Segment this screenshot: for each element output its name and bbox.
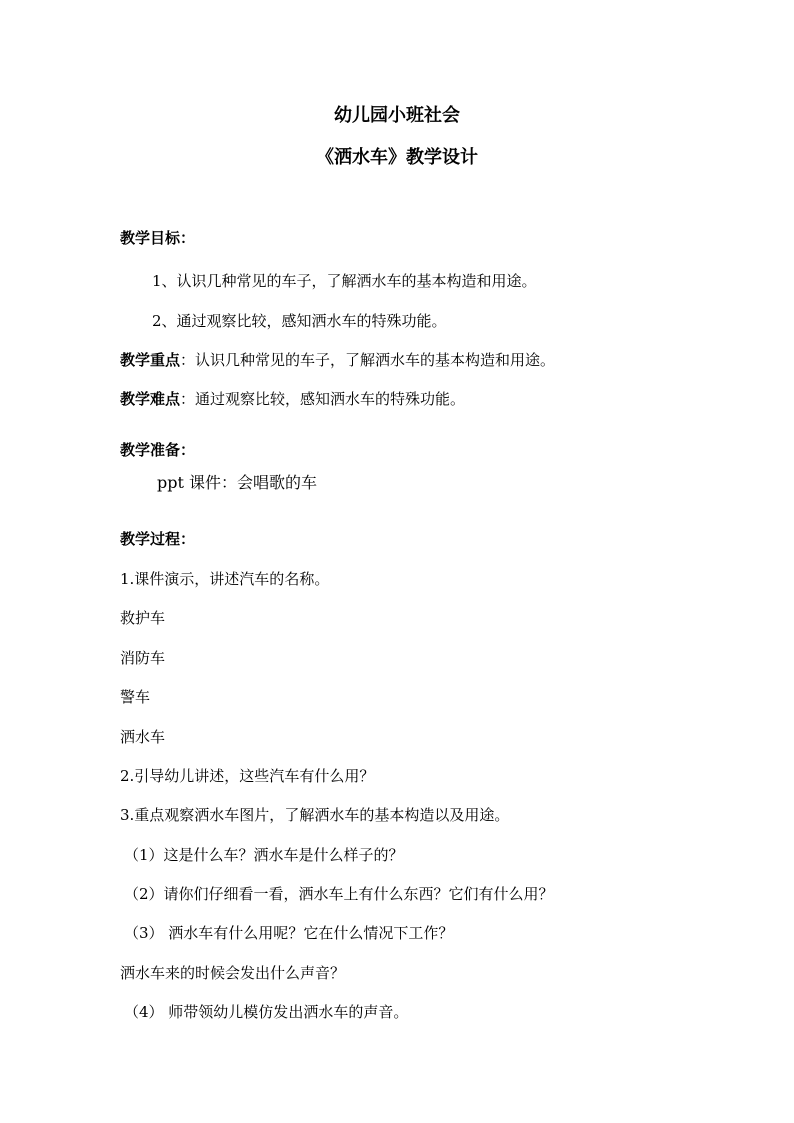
process-line: 救护车 xyxy=(120,609,166,627)
process-line: 洒水车 xyxy=(120,728,166,746)
process-line: 3.重点观察洒水车图片，了解洒水车的基本构造以及用途。 xyxy=(120,806,510,824)
process-line: 1.课件演示，讲述汽车的名称。 xyxy=(120,570,330,588)
key-point xyxy=(120,350,555,370)
process-heading: 教学过程： xyxy=(120,530,196,548)
process-line: 消防车 xyxy=(120,649,166,667)
objective-item-1: 1、认识几种常见的车子，了解洒水车的基本构造和用途。 xyxy=(152,272,537,290)
process-line: 警车 xyxy=(120,688,151,706)
process-line: 2.引导幼儿讲述，这些汽车有什么用？ xyxy=(120,767,375,785)
document-title: 幼儿园小班社会 xyxy=(334,105,460,126)
difficulty-text: ：通过观察比较，感知洒水车的特殊功能。 xyxy=(180,390,466,408)
difficulty xyxy=(120,389,465,409)
objective-item-2: 2、通过观察比较，感知洒水车的特殊功能。 xyxy=(152,312,447,330)
process-line: （1）这是什么车？洒水车是什么样子的？ xyxy=(124,846,404,864)
objectives-heading: 教学目标： xyxy=(120,229,196,247)
key-point-text: ：认识几种常见的车子，了解洒水车的基本构造和用途。 xyxy=(180,351,556,369)
document-subtitle: 《洒水车》教学设计 xyxy=(316,147,478,168)
process-line: （2）请你们仔细看一看，洒水车上有什么东西？它们有什么用？ xyxy=(124,885,554,903)
process-line: （3） 洒水车有什么用呢？它在什么情况下工作？ xyxy=(124,924,454,942)
process-line: 洒水车来的时候会发出什么声音？ xyxy=(120,964,346,982)
difficulty-label: 教学难点 xyxy=(120,390,181,408)
preparation-text: ppt 课件：会唱歌的车 xyxy=(157,473,318,492)
process-line: （4） 师带领幼儿模仿发出洒水车的声音。 xyxy=(124,1003,409,1021)
key-point-label: 教学重点 xyxy=(120,351,181,369)
preparation-heading: 教学准备： xyxy=(120,441,196,459)
